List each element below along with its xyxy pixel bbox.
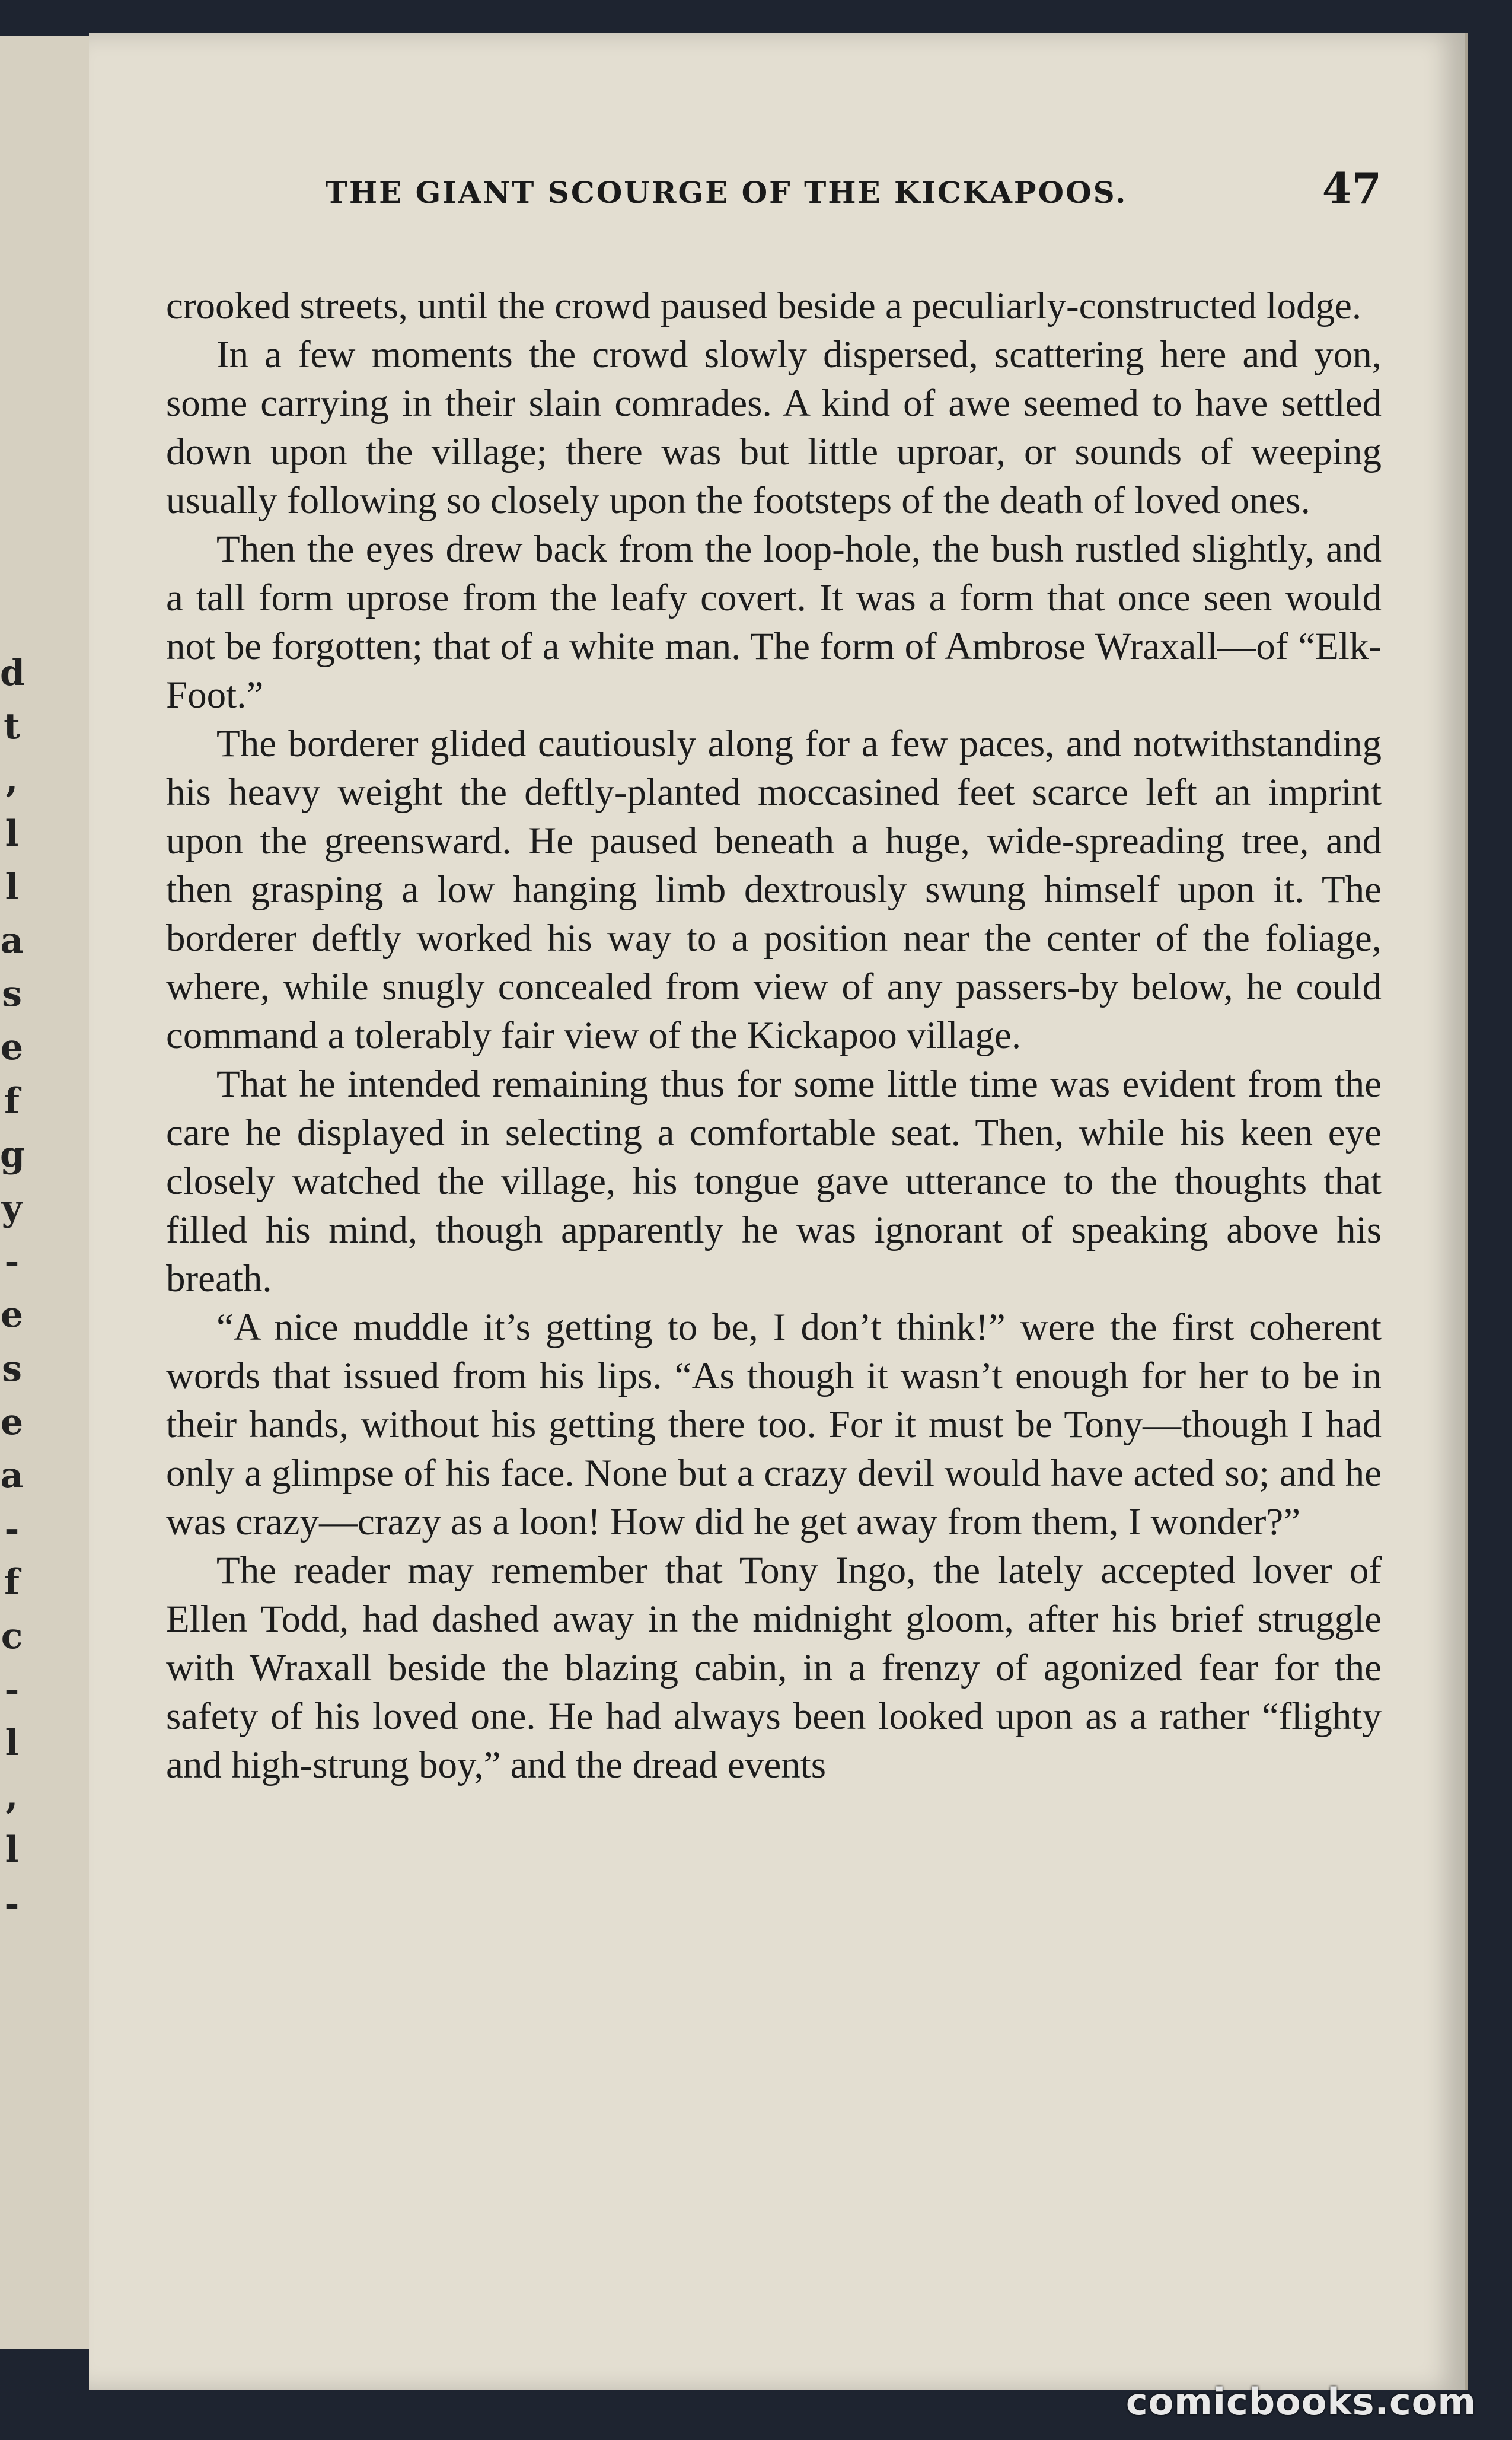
facing-page-char: -	[4, 1241, 20, 1283]
facing-page-char: e	[0, 1401, 24, 1443]
facing-page-char: -	[4, 1508, 20, 1550]
paragraph-4: The borderer glided cautiously along for a few paces, and notwithstanding his heavy weight the deftly-planted moccasined feet scarce left an imprint upon the greensward. He paused beneath a huge, wide-spreading tree, and then grasping a low hanging limb dextrously swung himself upon it. The borderer deftly worked his way to a position near the center of the foliage, where, while snugly concealed from view of any passers-by below, he could command a tolerably fair view of the Kickapoo village.	[166, 722, 1382, 1057]
facing-page-char: ,	[5, 1776, 18, 1818]
facing-page-char: f	[4, 1080, 20, 1122]
facing-page-char: a	[0, 1455, 24, 1496]
facing-page-char: s	[2, 973, 22, 1015]
facing-page-char: s	[2, 1348, 22, 1390]
book-page	[89, 33, 1465, 2390]
facing-page-char: y	[1, 1187, 23, 1229]
paragraph-5: That he intended remaining thus for some little time was evident from the care he displayed in selecting a comfortable seat. Then, while his keen eye closely watched the village, his tongue gave utterance to the thoughts that filled his mind, though apparently he was ignorant of speaking above his breath.	[166, 1063, 1382, 1300]
paragraph-3: Then the eyes drew back from the loop-hole, the bush rustled slightly, and a tall form uprose from the leafy covert. It was a form that once seen would not be forgotten; that of a white man. The form of Ambrose Wraxall—of “Elk-Foot.”	[166, 528, 1382, 716]
facing-page-char: -	[4, 1882, 20, 1925]
facing-page-char: l	[5, 1829, 19, 1871]
facing-page-edge	[0, 36, 95, 2349]
facing-page-char: ,	[5, 759, 18, 801]
watermark: comicbooks.com	[1125, 2380, 1476, 2423]
page-number: 47	[1322, 163, 1382, 214]
page-body	[166, 282, 1382, 1789]
facing-page-char: f	[4, 1562, 20, 1604]
paragraph-6: “A nice muddle it’s getting to be, I don’t think!” were the first coherent words that issued from his lips. “As though it wasn’t enough for her to be in their hands, without his getting there too. For it must be Tony—though I had only a glimpse of his face. None but a crazy devil would have acted so; and he was crazy—crazy as a loon! How did he get away from them, I wonder?”	[166, 1306, 1382, 1543]
facing-page-char: c	[1, 1615, 23, 1657]
paragraph-1: crooked streets, until the crowd paused beside a peculiarly-constructed lodge.	[166, 285, 1362, 327]
facing-page-char: t	[4, 706, 20, 748]
facing-page-char: d	[0, 652, 25, 694]
facing-page-char: e	[0, 1294, 24, 1336]
paragraph-2: In a few moments the crowd slowly dispersed, scattering here and yon, some carrying in their slain comrades. A kind of awe seemed to have settled down upon the village; there was but little uproar, or sounds of weeping usually following so closely upon the footsteps of the death of loved ones.	[166, 333, 1382, 522]
running-title: THE GIANT SCOURGE OF THE KICKAPOOS.	[325, 175, 1128, 210]
facing-page-char: l	[5, 866, 19, 908]
facing-page-char: e	[0, 1027, 24, 1069]
facing-page-char: a	[0, 920, 24, 961]
page-header	[166, 163, 1382, 228]
facing-page-char: l	[5, 1722, 19, 1764]
paragraph-7: The reader may remember that Tony Ingo, the lately accepted lover of Ellen Todd, had dashed away in the midnight gloom, after his brief struggle with Wraxall beside the blazing cabin, in a frenzy of agonized fear for the safety of his loved one. He had always been looked upon as a rather “flighty and high-strung boy,” and the dread events	[166, 1549, 1382, 1786]
facing-page-char: l	[5, 813, 19, 855]
facing-page-char: -	[4, 1668, 20, 1710]
facing-page-char: g	[0, 1133, 25, 1176]
